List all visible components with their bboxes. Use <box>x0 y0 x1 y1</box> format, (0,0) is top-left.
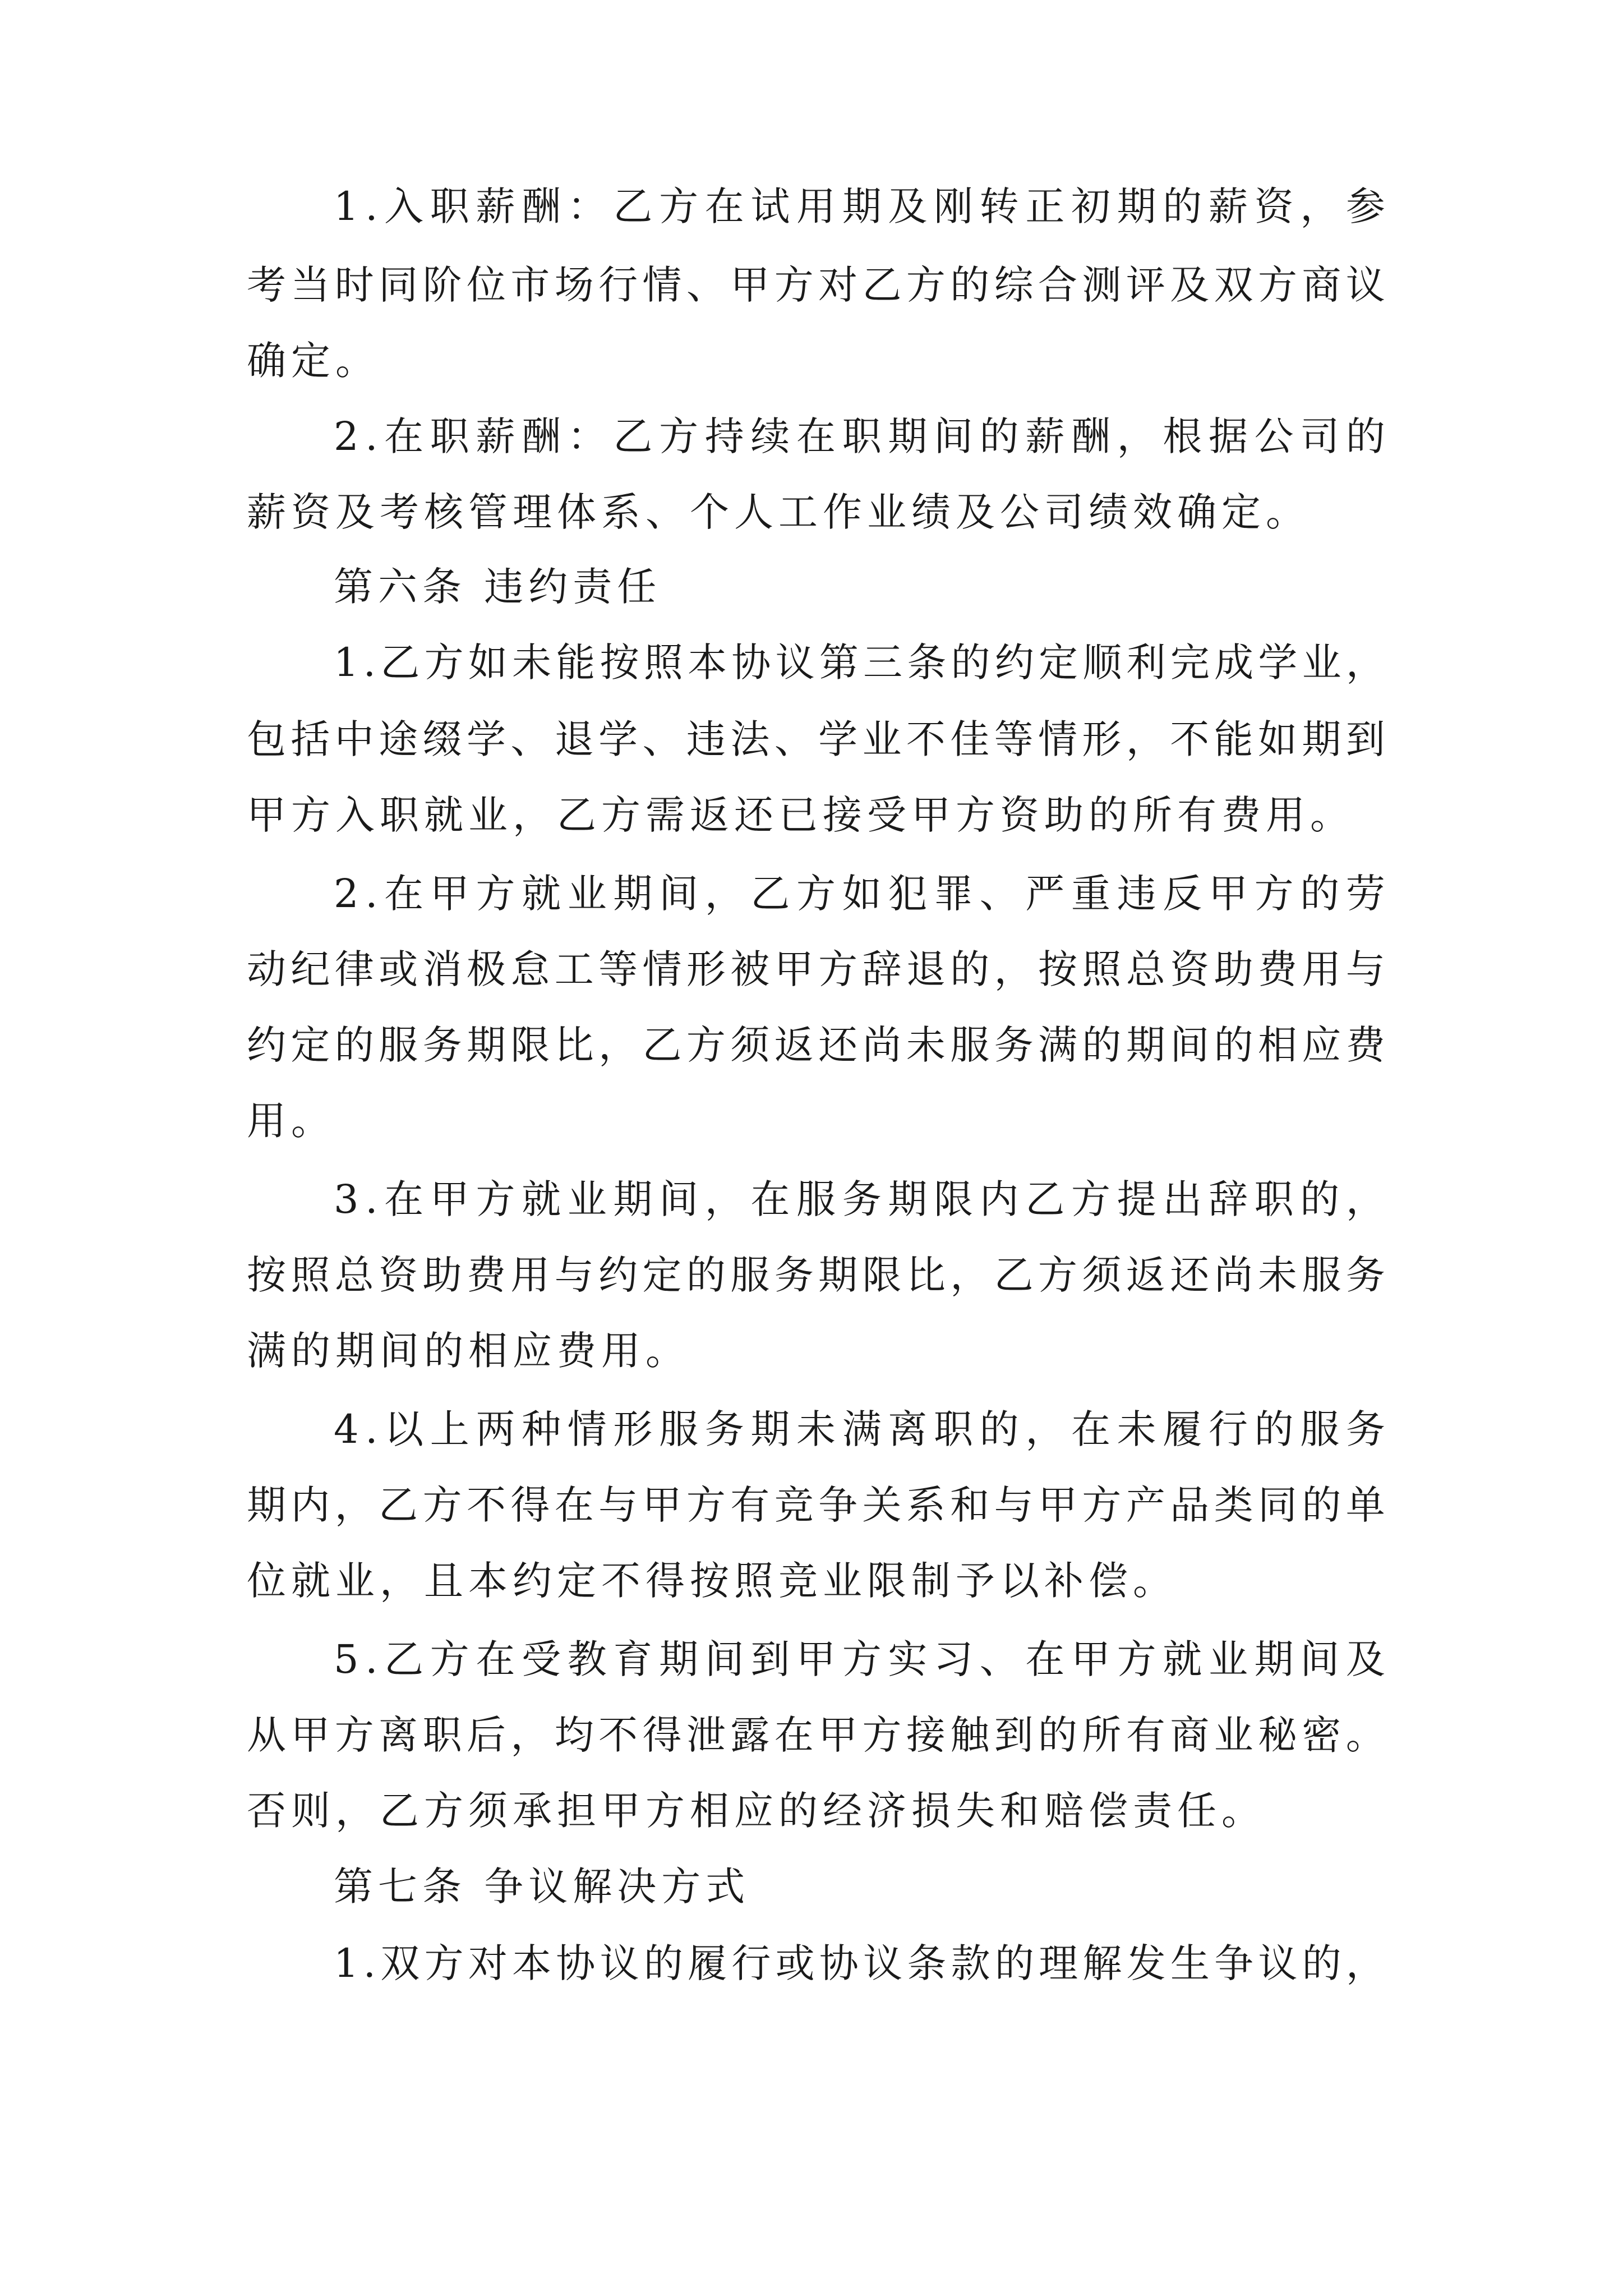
liability-3-line-1: 3 . 在 甲 方 就 业 期 间 ， 在 服 务 期 限 内 乙 方 提 出 辞 职 的 ， <box>334 1176 1385 1222</box>
liability-4-line-3: 位就业，且本约定不得按照竞业限制予以补偿。 <box>247 1558 1177 1604</box>
article-6-heading-line-1: 第六条 违约责任 <box>334 564 662 610</box>
liability-3-line-3: 满的期间的相应费用。 <box>247 1328 690 1374</box>
liability-1-line-2: 包 括 中 途 缀 学 、 退 学 、 违 法 、 学 业 不 佳 等 情 形 ， 不 能 如 期 到 <box>247 716 1385 762</box>
salary-onboarding-line-1: 1 . 入 职 薪 酬 ： 乙 方 在 试 用 期 及 刚 转 正 初 期 的 薪 资 ， 参 <box>334 183 1385 229</box>
liability-3-line-2: 按 照 总 资 助 费 用 与 约 定 的 服 务 期 限 比 ， 乙 方 须 返 还 尚 未 服 务 <box>247 1252 1385 1298</box>
liability-5-line-3: 否则，乙方须承担甲方相应的经济损失和赔偿责任。 <box>247 1788 1266 1834</box>
dispute-1-line-1: 1 . 双 方 对 本 协 议 的 履 行 或 协 议 条 款 的 理 解 发 生 争 议 的 ， <box>334 1940 1385 1986</box>
liability-4-line-2: 期 内 ， 乙 方 不 得 在 与 甲 方 有 竞 争 关 系 和 与 甲 方 产 品 类 同 的 单 <box>247 1482 1385 1528</box>
salary-inservice-line-2: 薪资及考核管理体系、个人工作业绩及公司绩效确定。 <box>247 489 1310 535</box>
salary-onboarding-line-3: 确定。 <box>247 338 380 384</box>
liability-4-line-1: 4 . 以 上 两 种 情 形 服 务 期 未 满 离 职 的 ， 在 未 履 行 的 服 务 <box>334 1406 1385 1452</box>
liability-2-line-4: 用。 <box>247 1098 335 1144</box>
salary-inservice-line-1: 2 . 在 职 薪 酬 ： 乙 方 持 续 在 职 期 间 的 薪 酬 ， 根 据 公 司 的 <box>334 413 1385 459</box>
liability-1-line-1: 1 . 乙 方 如 未 能 按 照 本 协 议 第 三 条 的 约 定 顺 利 完 成 学 业 ， <box>334 639 1385 685</box>
liability-2-line-2: 动 纪 律 或 消 极 怠 工 等 情 形 被 甲 方 辞 退 的 ， 按 照 总 资 助 费 用 与 <box>247 946 1385 992</box>
liability-5-line-2: 从 甲 方 离 职 后 ， 均 不 得 泄 露 在 甲 方 接 触 到 的 所 有 商 业 秘 密 。 <box>247 1712 1385 1758</box>
liability-2-line-1: 2 . 在 甲 方 就 业 期 间 ， 乙 方 如 犯 罪 、 严 重 违 反 甲 方 的 劳 <box>334 871 1385 917</box>
liability-5-line-1: 5 . 乙 方 在 受 教 育 期 间 到 甲 方 实 习 、 在 甲 方 就 业 期 间 及 <box>334 1636 1385 1682</box>
liability-2-line-3: 约 定 的 服 务 期 限 比 ， 乙 方 须 返 还 尚 未 服 务 满 的 期 间 的 相 应 费 <box>247 1022 1385 1068</box>
salary-onboarding-line-2: 考 当 时 同 阶 位 市 场 行 情 、 甲 方 对 乙 方 的 综 合 测 评 及 双 方 商 议 <box>247 262 1385 308</box>
article-7-heading-line-1: 第七条 争议解决方式 <box>334 1864 750 1910</box>
liability-1-line-3: 甲方入职就业，乙方需返还已接受甲方资助的所有费用。 <box>247 792 1354 838</box>
